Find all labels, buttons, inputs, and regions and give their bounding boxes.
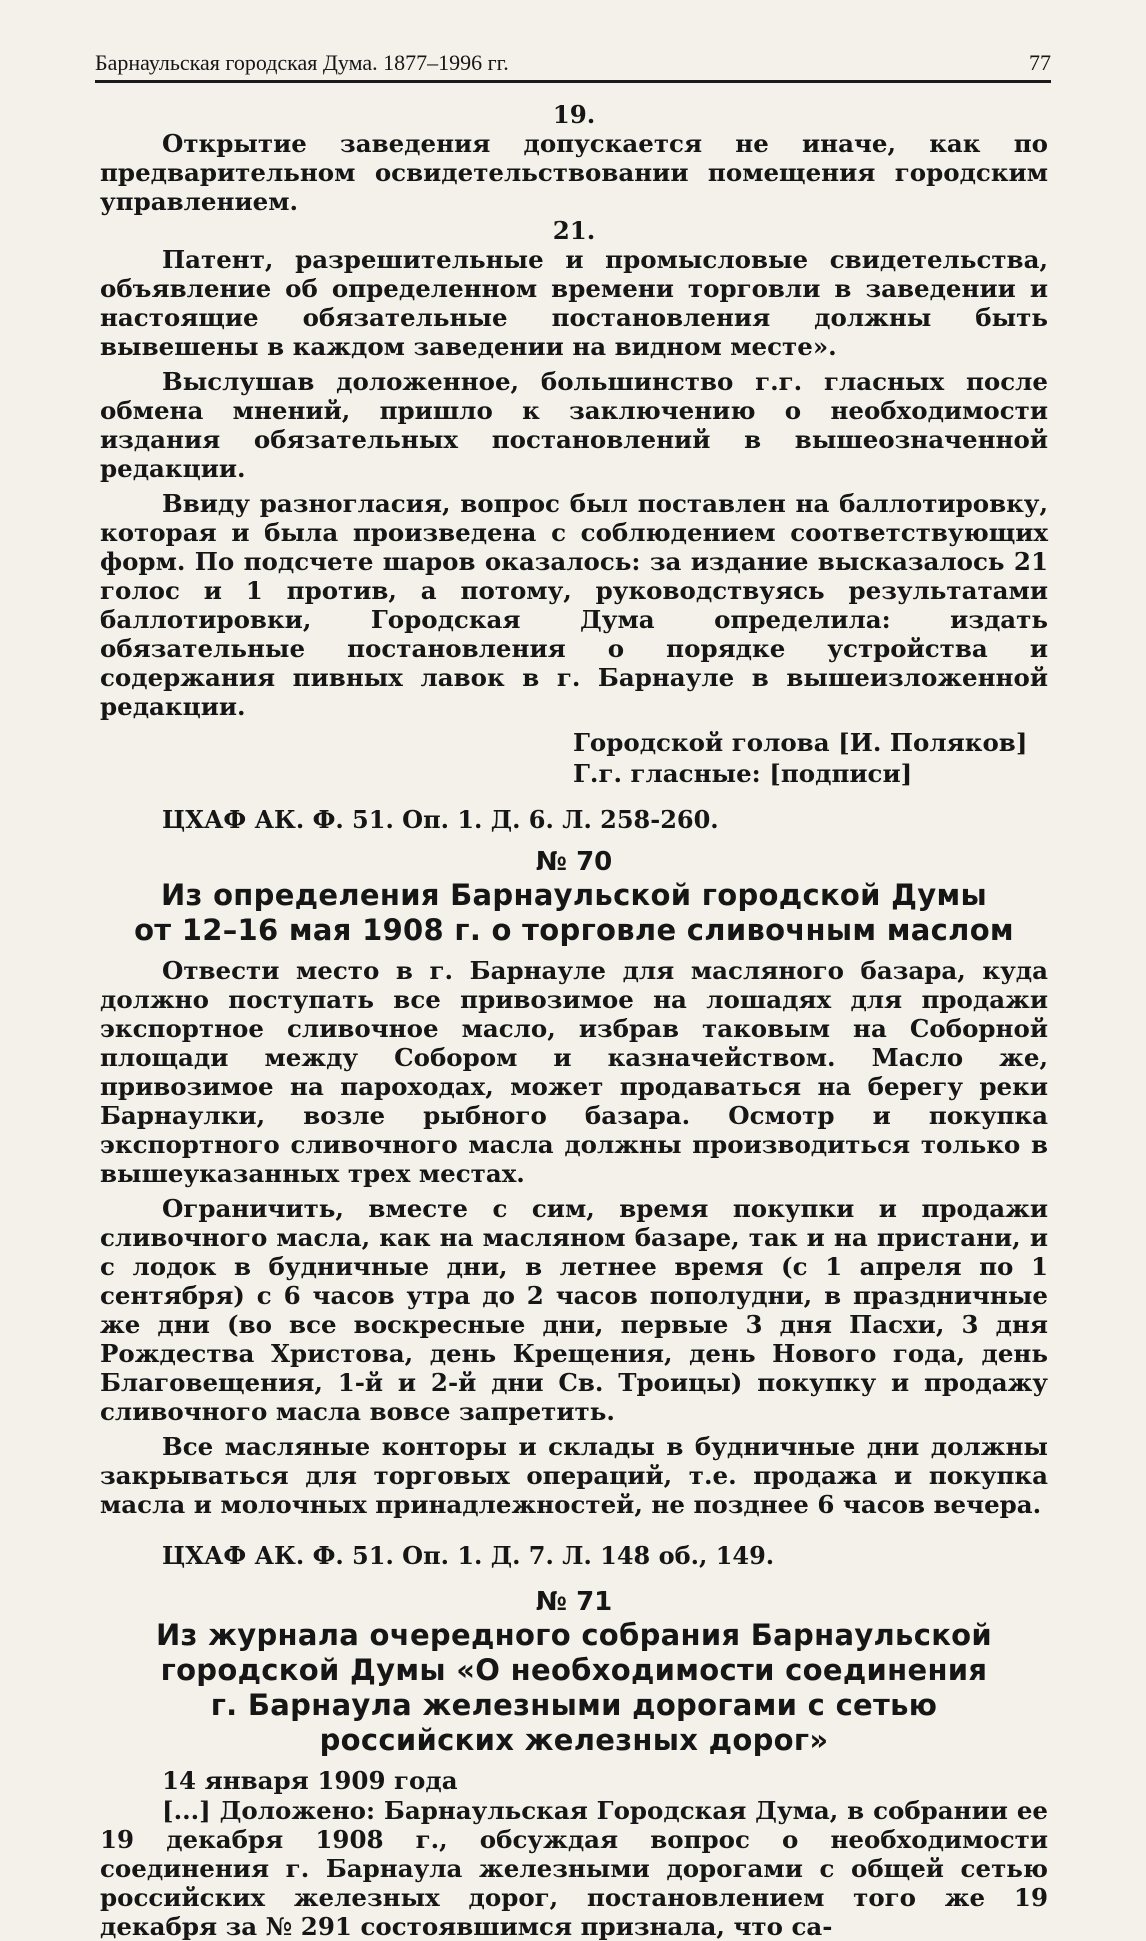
page-number: 77 [1029,50,1051,75]
document-title-71-line-2: городской Думы «О необходимости соединения [160,1653,988,1687]
doc70-paragraph-2: Ограничить, вместе с сим, время покупки и продажи сливочного масла, как на масляном базаре, так и на пристани, и с лодок в будничные дни, в летнее время (с 1 апреля по 1 сентября) с 6 часов утра до 2 часов пополудни, в праздничные же дни (во все воскресные дни, первые 3 дня Пасхи, 3 дня Рождества Христова, день Крещения, день Нового года, день Благовещения, 1-й и 2-й дни Св. Троицы) покупку и продажу сливочного масла вовсе запретить. [100,1194,1048,1426]
signature-councillors: Г.г. гласные: [подписи] [573,759,913,788]
section-number-19: 19. [552,100,596,129]
document-title-71-line-3: г. Барнаула железными дорогами с сетью [210,1688,938,1722]
section-number-21: 21. [552,216,596,245]
document-title-71 [100,1618,1048,1758]
doc70-paragraph-3: Все масляные конторы и склады в будничные дни должны закрываться для торговых операций, т.е. продажа и покупка масла и молочных принадлежностей, не позднее 6 часов вечера. [100,1432,1048,1519]
paragraph-vote: Ввиду разногласия, вопрос был поставлен на баллотировку, которая и была произведена с соблюдением соответствующих форм. По подсчете шаров оказалось: за издание высказалось 21 голос и 1 против, а потому, руководствуясь результатами баллотировки, Городская Дума определила: издать обязательные постановления о порядке устройства и содержания пивных лавок в г. Барнауле в вышеизложенной редакции. [100,489,1048,721]
paragraph-21: Патент, разрешительные и промысловые свидетельства, объявление об определенном времени торговли в заведении и настоящие обязательные постановления должны быть вывешены в каждом заведении на видном месте». [100,245,1048,361]
page-header [95,40,1051,83]
document-number-70: № 70 [535,847,613,877]
signature-block [100,727,1048,789]
page-content [100,100,1048,1941]
document-title-70-line-1: Из определения Барнаульской городской Думы [160,878,988,912]
document-title-70-line-2: от 12–16 мая 1908 г. о торговле сливочным маслом [134,913,1014,947]
document-title-71-line-1: Из журнала очередного собрания Барнаульской [155,1618,993,1652]
archive-reference-1: ЦХАФ АК. Ф. 51. Оп. 1. Д. 6. Л. 258-260. [162,805,719,834]
doc70-paragraph-1: Отвести место в г. Барнауле для масляного базара, куда должно поступать все привозимое на лошадях для продажи экспортное сливочное масло, избрав таковым на Соборной площади между Собором и казначейством. Масло же, привозимое на пароходах, может продаваться на берегу реки Барнаулки, возле рыбного базара. Осмотр и покупка экспортного сливочного масла должны производиться только в вышеуказанных трех местах. [100,956,1048,1188]
document-title-71-line-4: российских железных дорог» [319,1723,829,1757]
signature-mayor: Городской голова [И. Поляков] [573,728,1028,757]
archive-reference-70: ЦХАФ АК. Ф. 51. Оп. 1. Д. 7. Л. 148 об., 149. [162,1541,775,1570]
running-title: Барнаульская городская Дума. 1877–1996 гг. [95,50,509,75]
paragraph-heard: Выслушав доложенное, большинство г.г. гласных после обмена мнений, пришло к заключению о необходимости издания обязательных постановлений в вышеозначенной редакции. [100,367,1048,483]
document-date-71: 14 января 1909 года [162,1766,458,1795]
paragraph-19: Открытие заведения допускается не иначе, как по предварительном освидетельствовании помещения городским управлением. [100,129,1048,216]
document-title-70 [100,878,1048,948]
doc71-paragraph-1: [...] Доложено: Барнаульская Городская Дума, в собрании ее 19 декабря 1908 г., обсуждая вопрос о необходимости соединения г. Барнаула железными дорогами с общей сетью российских железных дорог, постановлением того же 19 декабря за № 291 состоявшимся признала, что са- [100,1796,1048,1941]
document-number-71: № 71 [535,1587,613,1617]
